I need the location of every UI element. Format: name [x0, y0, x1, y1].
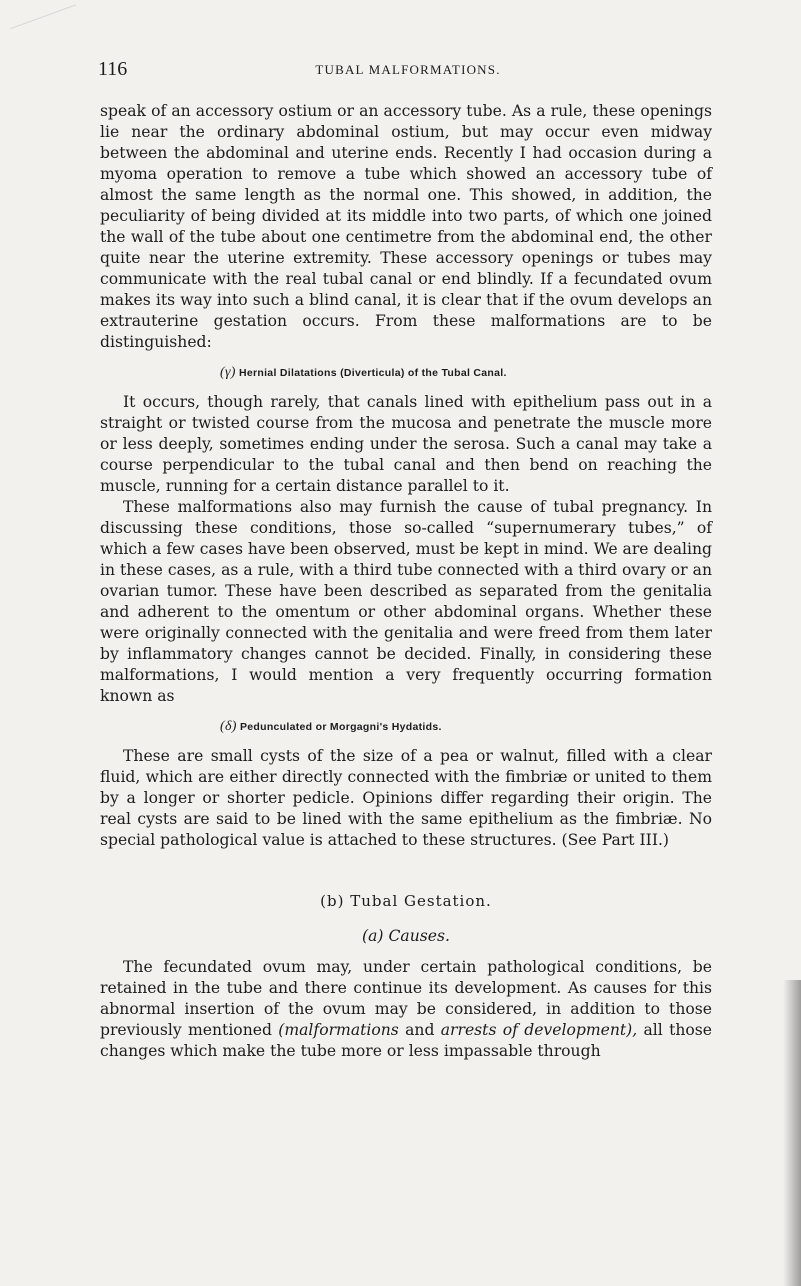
paragraph-diverticula: It occurs, though rarely, that canals lined with epithelium pass out in a straight or twisted course from the mucosa and penetrate the muscle more or less deeply, sometimes ending under the serosa. Such a canal may take a course perpendicular to the tubal canal and then bend on reaching the muscle, running for a certain distance parallel to it.	[100, 393, 712, 495]
paragraph-hydatids: These are small cysts of the size of a pea or walnut, filled with a clear fluid, which are either directly connected with the fimbriæ or united to them by a longer or shorter pedicle. Opinions differ regarding their origin. The real cysts are said to be lined with the same epithelium as the fimbriæ. No special pathological value is attached to these structures. (See Part III.)	[100, 747, 712, 849]
page-corner-mark	[0, 0, 76, 29]
paragraph-causes	[100, 957, 712, 1062]
subhead-delta-text: Pedunculated or Morgagni's Hydatids.	[239, 721, 442, 733]
paragraph-accessory-tubes: speak of an accessory ostium or an accessory tube. As a rule, these openings lie near the ordinary abdominal ostium, but may occur even midway between the abdominal and uterine ends. Recently I had occasion during a myoma operation to remove a tube which showed an accessory tube of almost the same length as the normal one. This showed, in addition, the peculiarity of being divided at its middle into two parts, of which one joined the wall of the tube about one centimetre from the abdominal end, the other quite near the uterine extremity. These accessory openings or tubes may communicate with the real tubal canal or end blindly. If a fecundated ovum makes its way into such a blind canal, it is clear that if the ovum develops an extrauterine gestation occurs. From these malformations are to be distinguished:	[100, 102, 712, 351]
section-heading-tubal-gestation: (b) Tubal Gestation.	[320, 892, 492, 910]
body-text	[100, 101, 712, 1062]
causes-text-start: The fecundated ovum may, under certain pathological conditions, be retained in the tube and there continue its development. As causes for this abnormal insertion of the ovum may be considered, in addition to those previously mentioned	[100, 958, 712, 1039]
page-header	[98, 58, 718, 84]
running-head: TUBAL MALFORMATIONS.	[315, 62, 501, 77]
subsection-heading-causes: (a) Causes.	[362, 927, 450, 945]
subhead-hernial-dilatations	[100, 362, 712, 384]
causes-emphasis-arrests: arrests of development),	[440, 1021, 638, 1039]
subhead-gamma-mark: (γ)	[220, 365, 236, 380]
page-number: 116	[98, 58, 128, 80]
subhead-morgagni-hydatids	[100, 716, 712, 738]
causes-emphasis-malformations: (malformations	[278, 1021, 399, 1039]
paragraph-supernumerary-tubes: These malformations also may furnish the cause of tubal pregnancy. In discussing these conditions, those so-called “supernumerary tubes,” of which a few cases have been observed, must be kept in mind. We are dealing in these cases, as a rule, with a third tube connected with a third ovary or an ovarian tumor. These have been described as separated from the genitalia and adherent to the omentum or other abdominal organs. Whether these were originally connected with the genitalia and were freed from them later by inflammatory changes cannot be decided. Finally, in considering these malformations, I would mention a very frequently occurring formation known as	[100, 498, 712, 705]
causes-text-end: all those changes which make the tube more or less impassable through	[100, 1021, 713, 1060]
page-edge-shadow	[783, 980, 801, 1286]
subhead-gamma-text: Hernial Dilatations (Diverticula) of the Tubal Canal.	[238, 367, 507, 379]
causes-text-and: and	[398, 1021, 441, 1039]
subhead-delta-mark: (δ)	[220, 719, 237, 734]
